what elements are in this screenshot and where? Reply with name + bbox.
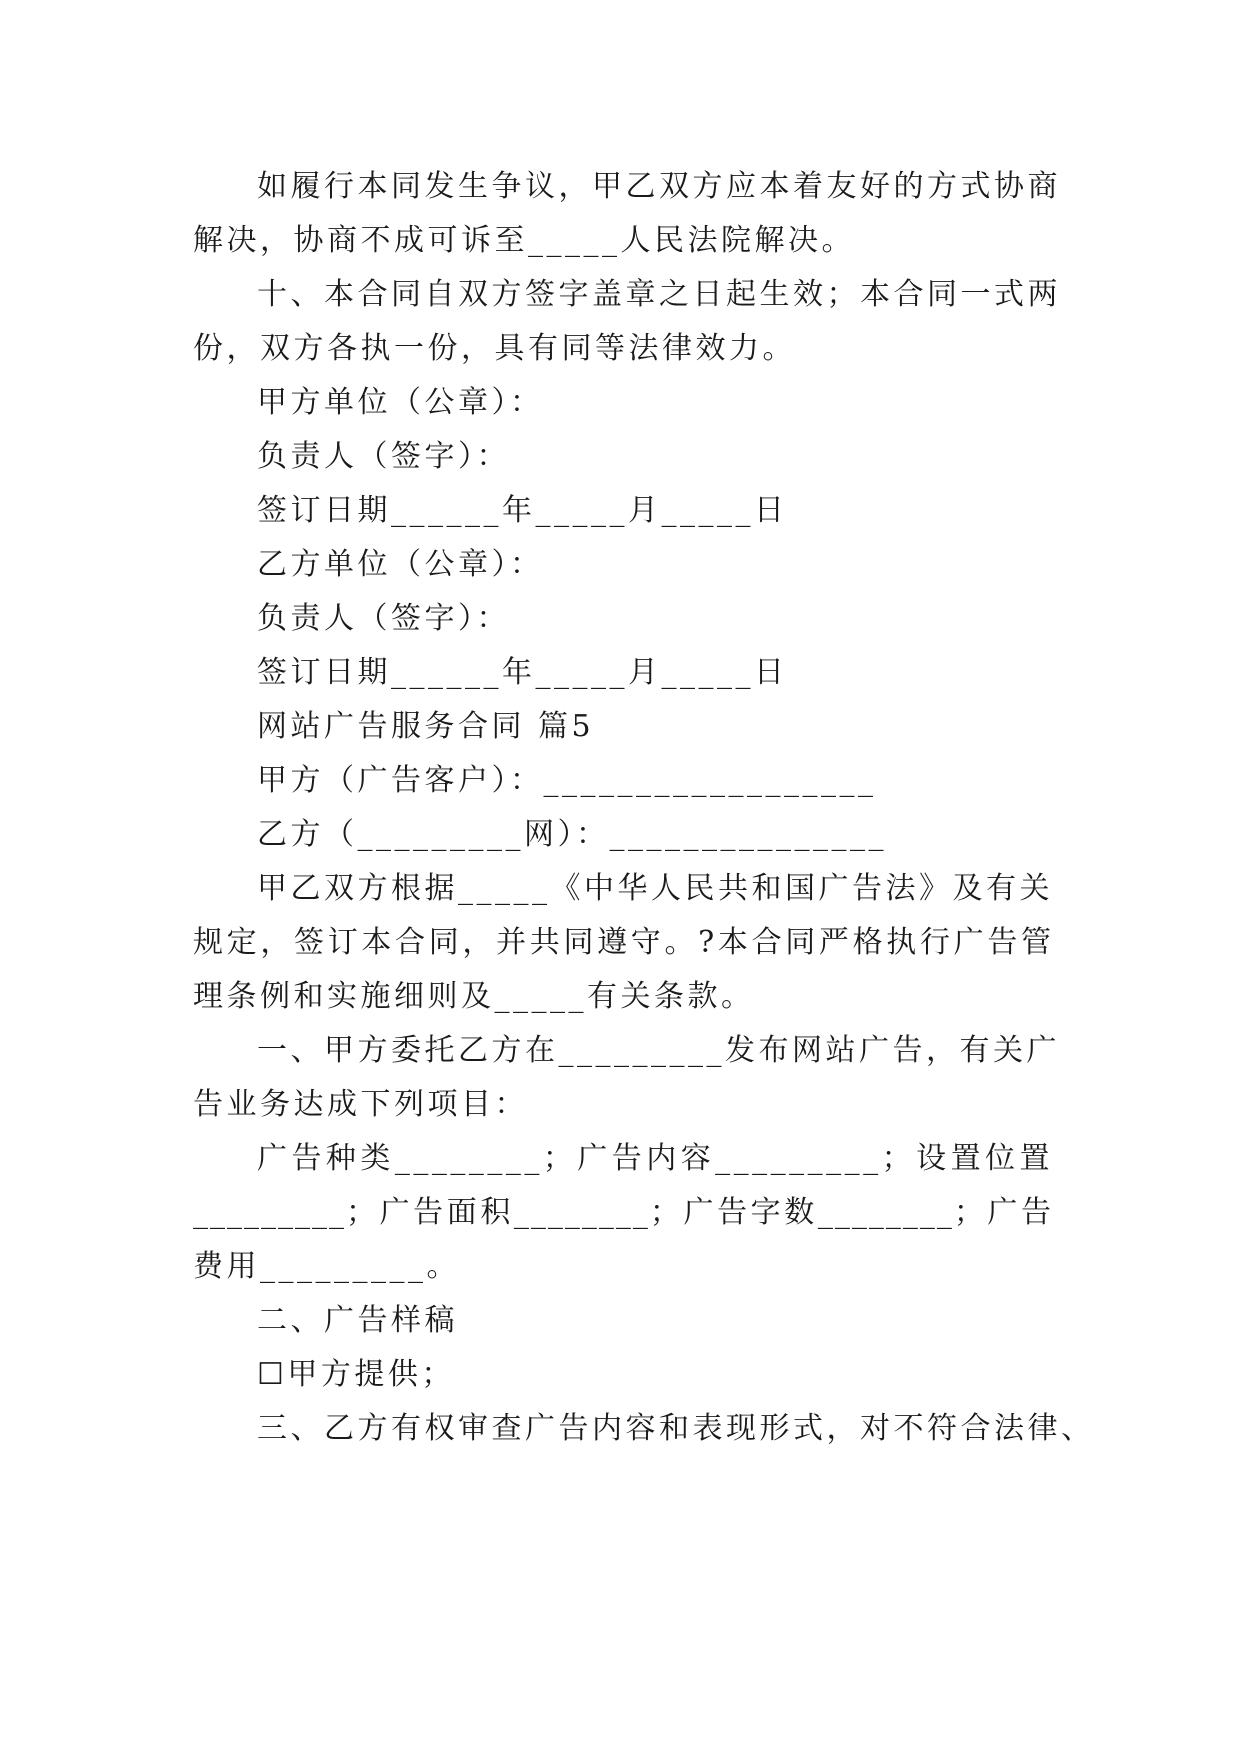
paragraph-line: 理条例和实施细则及_____有关条款。 xyxy=(193,979,755,1014)
checkbox-option: ☐甲方提供； xyxy=(257,1357,455,1392)
signature-field-party-b-person: 负责人（签字）： xyxy=(257,601,510,636)
paragraph-line: 份，双方各执一份，具有同等法律效力。 xyxy=(193,331,796,366)
paragraph-line: 一、甲方委托乙方在_________发布网站广告，有关广 xyxy=(257,1033,1060,1068)
signature-field-party-a-person: 负责人（签字）： xyxy=(257,439,510,474)
section-heading: 网站广告服务合同 篇5 xyxy=(257,709,595,744)
signature-field-party-a-unit: 甲方单位（公章）： xyxy=(257,385,544,420)
signature-field-party-a-date: 签订日期______年_____月_____日 xyxy=(257,493,788,528)
paragraph-line: 广告种类________；广告内容_________；设置位置 xyxy=(257,1141,1053,1176)
paragraph-line: _________；广告面积________；广告字数________；广告 xyxy=(193,1195,1053,1230)
signature-field-party-b-date: 签订日期______年_____月_____日 xyxy=(257,655,788,690)
paragraph-line: 十、本合同自双方签字盖章之日起生效；本合同一式两 xyxy=(257,277,1061,312)
section-heading: 二、广告样稿 xyxy=(257,1303,458,1338)
paragraph-line: 规定，签订本合同，并共同遵守。?本合同严格执行广告管 xyxy=(193,925,1053,960)
party-a-field: 甲方（广告客户）：__________________ xyxy=(257,763,877,798)
paragraph-line: 告业务达成下列项目： xyxy=(193,1087,528,1122)
paragraph-line: 如履行本同发生争议，甲乙双方应本着友好的方式协商 xyxy=(257,169,1061,204)
paragraph-line: 甲乙双方根据_____《中华人民共和国广告法》及有关 xyxy=(257,871,1053,906)
paragraph-line: 解决，协商不成可诉至_____人民法院解决。 xyxy=(193,223,855,258)
party-b-field: 乙方（_________网）：_______________ xyxy=(257,817,887,852)
paragraph-line: 三、乙方有权审查广告内容和表现形式，对不符合法律、 xyxy=(257,1411,1095,1446)
paragraph-line: 费用_________。 xyxy=(193,1249,460,1284)
signature-field-party-b-unit: 乙方单位（公章）： xyxy=(257,547,544,582)
